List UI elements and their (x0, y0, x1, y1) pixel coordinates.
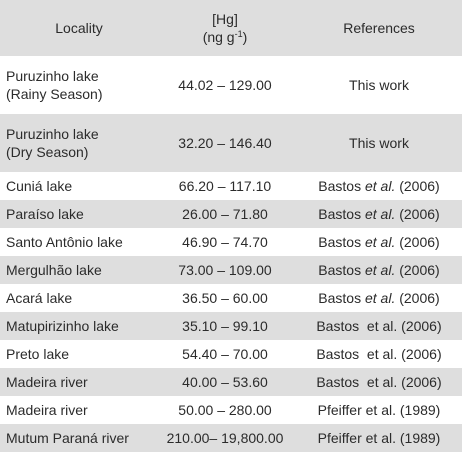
cell-reference (296, 289, 462, 307)
reference-year: (2006) (395, 206, 440, 222)
table-row (0, 56, 462, 114)
table-header (0, 0, 462, 56)
reference-et-al: et al. (364, 178, 396, 194)
table-row (0, 396, 462, 424)
cell-locality: Cuniá lake (6, 178, 73, 194)
reference-et-al: et al. (364, 234, 396, 250)
table-row (0, 172, 462, 200)
header-hg-label: [Hg] (212, 11, 238, 27)
table-row (0, 200, 462, 228)
cell-hg-range: 46.90 – 74.70 (182, 234, 268, 250)
cell-reference: Bastos et al. (2006) (316, 374, 442, 390)
cell-locality: Preto lake (6, 346, 70, 362)
cell-locality (6, 125, 156, 161)
table-row (0, 312, 462, 340)
cell-locality: Santo Antônio lake (6, 234, 123, 250)
cell-reference: Pfeiffer et al. (1989) (317, 402, 441, 418)
reference-year: (2006) (395, 234, 440, 250)
reference-et-al: et al. (364, 206, 396, 222)
table-row (0, 340, 462, 368)
reference-et-al: et al. (364, 290, 396, 306)
cell-locality (6, 67, 156, 103)
cell-hg-range: 36.50 – 60.00 (182, 290, 268, 306)
reference-year: (2006) (395, 262, 440, 278)
cell-locality: Paraíso lake (6, 206, 84, 222)
cell-locality: Matupirizinho lake (6, 318, 119, 334)
cell-reference: This work (349, 135, 409, 151)
header-references: References (343, 20, 415, 36)
locality-line: Puruzinho lake (6, 68, 99, 84)
reference-author: Bastos (318, 234, 365, 250)
cell-locality: Madeira river (6, 374, 88, 390)
cell-reference: Bastos et al. (2006) (316, 318, 442, 334)
table-row (0, 284, 462, 312)
cell-reference (296, 261, 462, 279)
cell-reference (296, 177, 462, 195)
cell-reference (296, 233, 462, 251)
cell-locality: Mutum Paraná river (6, 430, 129, 446)
cell-locality: Madeira river (6, 402, 88, 418)
cell-reference: This work (349, 77, 409, 93)
cell-hg-range: 66.20 – 117.10 (178, 178, 272, 194)
reference-et-al: et al. (364, 262, 396, 278)
header-hg (150, 10, 300, 46)
cell-hg-range: 26.00 – 71.80 (182, 206, 268, 222)
cell-reference (296, 205, 462, 223)
table-row (0, 368, 462, 396)
cell-hg-range: 50.00 – 280.00 (178, 402, 272, 418)
header-hg-unit (150, 28, 300, 46)
reference-author: Bastos (318, 262, 365, 278)
cell-hg-range: 35.10 – 99.10 (182, 318, 268, 334)
locality-season: (Rainy Season) (6, 86, 103, 102)
reference-author: Bastos (318, 206, 365, 222)
cell-locality: Mergulhão lake (6, 262, 102, 278)
cell-hg-range: 210.00– 19,800.00 (166, 430, 284, 446)
table-row (0, 228, 462, 256)
header-hg-unit-base: (ng g (202, 29, 235, 45)
table-row (0, 114, 462, 172)
reference-author: Bastos (318, 290, 365, 306)
cell-reference: Pfeiffer et al. (1989) (317, 430, 441, 446)
locality-season: (Dry Season) (6, 144, 89, 160)
reference-author: Bastos (318, 178, 365, 194)
header-hg-unit-exponent: -1 (234, 29, 243, 39)
cell-hg-range: 32.20 – 146.40 (178, 135, 272, 151)
cell-reference: Bastos et al. (2006) (316, 346, 442, 362)
header-locality: Locality (55, 20, 103, 36)
reference-year: (2006) (395, 290, 440, 306)
table-row (0, 424, 462, 452)
cell-hg-range: 40.00 – 53.60 (182, 374, 268, 390)
cell-locality: Acará lake (6, 290, 73, 306)
cell-hg-range: 73.00 – 109.00 (178, 262, 272, 278)
locality-line: Puruzinho lake (6, 126, 99, 142)
cell-hg-range: 44.02 – 129.00 (178, 77, 272, 93)
table-row (0, 256, 462, 284)
reference-year: (2006) (395, 178, 440, 194)
header-hg-unit-close: ) (242, 29, 248, 45)
cell-hg-range: 54.40 – 70.00 (182, 346, 268, 362)
